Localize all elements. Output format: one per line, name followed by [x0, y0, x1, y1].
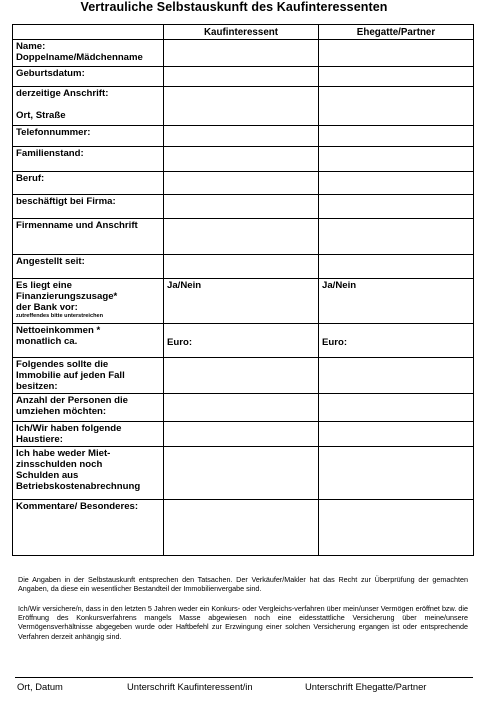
- row-label: [13, 87, 164, 126]
- row-label-line: beschäftigt bei Firma:: [16, 196, 116, 207]
- buyer-value-field[interactable]: [164, 422, 319, 447]
- spouse-value-field[interactable]: [319, 172, 474, 195]
- buyer-value: Euro:: [167, 337, 193, 348]
- spouse-value-field[interactable]: [319, 40, 474, 67]
- header-buyer: Kaufinteressent: [164, 25, 319, 40]
- buyer-value-field[interactable]: [164, 172, 319, 195]
- spouse-value-field[interactable]: [319, 87, 474, 126]
- row-label-line: besitzen:: [16, 381, 58, 392]
- self-disclosure-table: [12, 24, 474, 556]
- spouse-value-field[interactable]: [319, 219, 474, 255]
- buyer-value-field[interactable]: [164, 67, 319, 87]
- form-row-personen: [13, 394, 474, 422]
- form-row-beruf: [13, 172, 474, 195]
- row-label-line: Ort, Straße: [16, 110, 66, 121]
- form-row-kommentare: [13, 500, 474, 556]
- row-label-line: Kommentare/ Besonderes:: [16, 501, 139, 512]
- row-label-line: Betriebskostenabrechnung: [16, 481, 141, 492]
- buyer-value-field[interactable]: [164, 219, 319, 255]
- form-row-schulden: [13, 447, 474, 500]
- row-label-line: Schulden aus: [16, 470, 79, 481]
- spouse-value-field[interactable]: [319, 67, 474, 87]
- row-label: [13, 147, 164, 172]
- row-label-line: Name:: [16, 41, 46, 52]
- disclaimer-accuracy: Die Angaben in der Selbstauskunft entsprechen den Tatsachen. Der Verkäufer/Makler hat das Recht zur Überprüfung der gemachten Angaben, da diese ein wesentlicher Bestandteil der Immobilienvergabe sind.: [18, 575, 468, 594]
- buyer-value-field[interactable]: [164, 447, 319, 500]
- buyer-value-field[interactable]: [164, 147, 319, 172]
- document-title: Vertrauliche Selbstauskunft des Kaufinteressenten: [80, 0, 388, 14]
- spouse-value-field[interactable]: [319, 358, 474, 394]
- form-row-nettoeinkommen: [13, 324, 474, 358]
- row-label: [13, 447, 164, 500]
- form-row-firma: [13, 195, 474, 219]
- disclaimer-insolvency: Ich/Wir versichere/n, dass in den letzten 5 Jahren weder ein Konkurs- oder Vergleichs-verfahren über mein/unser Vermögen eröffnet bzw. die Eröffnung des Konkursverfahrens mangels Masse abgewiesen noch eine eidesstattliche Versicherung über meine/unsere Vermögensverhältnisse abgegeben wurde oder Haftbefehl zur Erzwingung einer solchen Versicherung ergangen ist oder entsprechende Verfahren derzeit anhängig sind.: [18, 604, 468, 641]
- row-label-line: Angestellt seit:: [16, 256, 85, 267]
- spouse-value-field[interactable]: [319, 126, 474, 147]
- form-row-telefon: [13, 126, 474, 147]
- row-label-line: Telefonnummer:: [16, 127, 91, 138]
- buyer-value-field[interactable]: [164, 500, 319, 556]
- signature-place-date: Ort, Datum: [17, 681, 63, 692]
- row-label-line: Ich habe weder Miet-: [16, 448, 111, 459]
- spouse-value-field[interactable]: [319, 500, 474, 556]
- spouse-value-field[interactable]: [319, 195, 474, 219]
- row-label: [13, 500, 164, 556]
- spouse-value-field[interactable]: [319, 255, 474, 279]
- buyer-value-field[interactable]: [164, 324, 319, 358]
- spouse-value-field[interactable]: [319, 447, 474, 500]
- form-row-angestellt-seit: [13, 255, 474, 279]
- row-label: [13, 279, 164, 324]
- row-label: [13, 324, 164, 358]
- row-label-line: Nettoeinkommen *: [16, 325, 101, 336]
- row-label-line: Doppelname/Mädchenname: [16, 52, 143, 63]
- buyer-value-field[interactable]: [164, 255, 319, 279]
- signature-line: [15, 677, 473, 678]
- row-label-line: Ich/Wir haben folgende: [16, 423, 122, 434]
- row-label-line: [16, 99, 160, 110]
- row-label-line: derzeitige Anschrift:: [16, 88, 109, 99]
- buyer-value-field[interactable]: [164, 279, 319, 324]
- buyer-value-field[interactable]: [164, 87, 319, 126]
- spouse-value-field[interactable]: [319, 394, 474, 422]
- row-label-line: monatlich ca.: [16, 336, 78, 347]
- table-header-row: [13, 25, 474, 40]
- buyer-value-field[interactable]: [164, 394, 319, 422]
- form-row-haustiere: [13, 422, 474, 447]
- row-label: [13, 172, 164, 195]
- row-label-line: Anzahl der Personen die: [16, 395, 128, 406]
- form-row-finanzierungszusage: [13, 279, 474, 324]
- row-label-line: Familienstand:: [16, 148, 84, 159]
- row-label-line: der Bank vor:: [16, 302, 78, 313]
- row-label-line: Es liegt eine: [16, 280, 72, 291]
- row-label-line: Geburtsdatum:: [16, 68, 85, 79]
- spouse-value-field[interactable]: [319, 324, 474, 358]
- row-label-line: Beruf:: [16, 173, 45, 184]
- spouse-value-field[interactable]: [319, 279, 474, 324]
- form-row-familienstand: [13, 147, 474, 172]
- row-label-note: zutreffendes bitte unterstreichen: [16, 313, 104, 319]
- buyer-value-field[interactable]: [164, 195, 319, 219]
- buyer-value: Ja/Nein: [167, 280, 202, 291]
- row-label-line: zinsschulden noch: [16, 459, 103, 470]
- row-label: [13, 126, 164, 147]
- row-label-line: umziehen möchten:: [16, 406, 107, 417]
- header-spouse: Ehegatte/Partner: [319, 25, 474, 40]
- row-label-line: Haustiere:: [16, 434, 63, 445]
- row-label: [13, 255, 164, 279]
- buyer-value-field[interactable]: [164, 126, 319, 147]
- row-label: [13, 219, 164, 255]
- form-row-immobilie-anforderungen: [13, 358, 474, 394]
- header-label-cell: [13, 25, 164, 40]
- spouse-value-field[interactable]: [319, 422, 474, 447]
- buyer-value-field[interactable]: [164, 40, 319, 67]
- row-label: [13, 422, 164, 447]
- spouse-value: Euro:: [322, 337, 348, 348]
- spouse-value-field[interactable]: [319, 147, 474, 172]
- row-label: [13, 358, 164, 394]
- form-row-firmenanschrift: [13, 219, 474, 255]
- buyer-value-field[interactable]: [164, 358, 319, 394]
- form-row-geburtsdatum: [13, 67, 474, 87]
- signature-spouse: Unterschrift Ehegatte/Partner: [305, 681, 427, 692]
- row-label-line: Firmenname und Anschrift: [16, 220, 138, 231]
- row-label: [13, 67, 164, 87]
- signature-buyer: Unterschrift Kaufinteressent/in: [127, 681, 253, 692]
- row-label: [13, 394, 164, 422]
- row-label-line: Immobilie auf jeden Fall: [16, 370, 125, 381]
- spouse-value: Ja/Nein: [322, 280, 357, 291]
- form-row-name: [13, 40, 474, 67]
- form-row-anschrift: [13, 87, 474, 126]
- row-label-line: Finanzierungszusage*: [16, 291, 118, 302]
- row-label: [13, 195, 164, 219]
- row-label-line: Folgendes sollte die: [16, 359, 109, 370]
- row-label: [13, 40, 164, 67]
